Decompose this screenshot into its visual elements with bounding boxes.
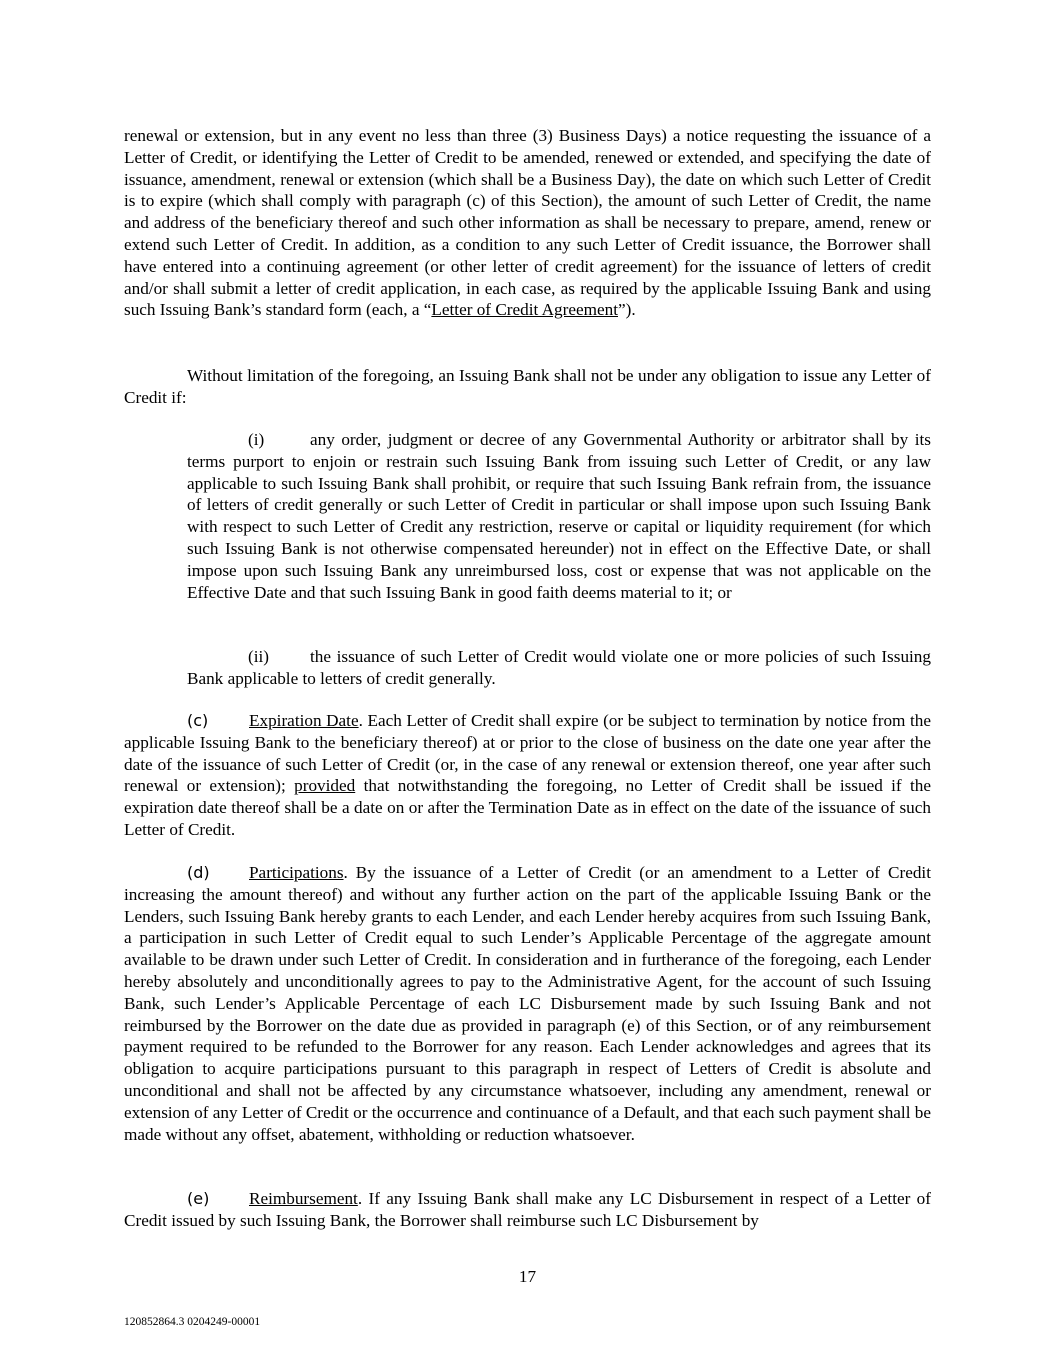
provided-term: provided bbox=[294, 776, 356, 796]
section-e-reimbursement: (e) Reimbursement. If any Issuing Bank shall make any LC Disbursement in respect of a Letter of Credit issued by such Issuing Bank, the Borrower shall reimburse such LC Disbursement by bbox=[124, 1189, 931, 1230]
document-id: 120852864.3 0204249-00001 bbox=[124, 1316, 261, 1328]
paragraph-no-obligation: Without limitation of the foregoing, an Issuing Bank shall not be under any obligation to issue any Letter of Credit if: bbox=[124, 366, 931, 407]
section-d-participations: (d) Participations. By the issuance of a Letter of Credit (or an amendment to a Letter of Credit increasing the amount thereof) and without any further action on the part of the applicable Issuing Bank or the Lenders, such Issuing Bank hereby grants to each Lender, and each Lender hereby acquires from such Issuing Bank, a participation in such Letter of Credit equal to such Lender’s Applicable Percentage of the aggregate amount available to be drawn under such Letter of Credit. In consideration and in furtherance of the foregoing, each Lender hereby absolutely and unconditionally agrees to pay to the Administrative Agent, for the account of such Issuing Bank, such Lender’s Applicable Percentage of each LC Disbursement made by such Issuing Bank and not reimbursed by the Borrower on the date due as provided in paragraph (e) of this Section, or of any reimbursement payment required to be refunded to the Borrower for any reason. Each Lender acknowledges and agrees that its obligation to acquire participations pursuant to this paragraph in respect of Letters of Credit is absolute and unconditional and shall not be affected by any circumstance whatsoever, including any amendment, renewal or extension of any Letter of Credit or the occurrence and continuance of a Default, and that each such payment shall be made without any offset, abatement, withholding or reduction whatsoever. bbox=[124, 863, 932, 1144]
defined-term-letter-of-credit-agreement: Letter of Credit Agreement bbox=[431, 300, 618, 320]
paragraph-notice-requirements: renewal or extension, but in any event no less than three (3) Business Days) a notice requesting the issuance of a Letter of Credit, or identifying the Letter of Credit to be amended, renewed or extended, and specifying the date of issuance, amendment, renewal or extension (which shall be a Business Day), the date on which such Letter of Credit is to expire (which shall comply with paragraph (c) of this Section), the amount of such Letter of Credit, the name and address of the beneficiary thereof and such other information as shall be necessary to prepare, amend, renew or extend such Letter of Credit. In addition, as a condition to any such Letter of Credit issuance, the Borrower shall have entered into a continuing agreement (or other letter of credit agreement) for the issuance of letters of credit and/or shall submit a letter of credit application, in each case, as required by the applicable Issuing Bank and using such Issuing Bank’s standard form (each, a “Letter of Credit Agreement”). bbox=[124, 126, 931, 320]
section-d-heading: Participations bbox=[249, 863, 344, 882]
section-e-heading: Reimbursement bbox=[249, 1189, 358, 1208]
clause-ii: (ii) the issuance of such Letter of Credit would violate one or more policies of such Issuing Bank applicable to letters of credit generally. bbox=[187, 647, 931, 688]
clause-i-label: (i) bbox=[248, 430, 265, 449]
page-number: 17 bbox=[518, 1267, 537, 1286]
section-e-label: (e) bbox=[187, 1189, 210, 1208]
section-c-heading: Expiration Date bbox=[249, 711, 359, 730]
section-c-expiration-date: (c) Expiration Date. Each Letter of Credit shall expire (or be subject to termination by notice from the applicable Issuing Bank to the beneficiary thereof) at or prior to the close of business on the date one year after the date of the issuance of such Letter of Credit (or, in the case of any renewal or extension thereof, one year after such renewal or extension); provided that notwithstanding the foregoing, no Letter of Credit shall be issued if the expiration date thereof shall be a date on or after the Termination Date as in effect on the date of the issuance of such Letter of Credit. bbox=[124, 711, 931, 839]
clause-ii-label: (ii) bbox=[248, 647, 269, 666]
section-c-label: (c) bbox=[187, 711, 209, 730]
section-d-label: (d) bbox=[187, 863, 210, 882]
clause-i: (i) any order, judgment or decree of any Governmental Authority or arbitrator shall by its terms purport to enjoin or restrain such Issuing Bank from issuing such Letter of Credit, or any law applicable to such Issuing Bank shall prohibit, or require that such Issuing Bank refrain from, the issuance of letters of credit generally or such Letter of Credit in particular or shall impose upon such Issuing Bank with respect to such Letter of Credit any restriction, reserve or capital or liquidity requirement (for which such Issuing Bank is not otherwise compensated hereunder) not in effect on the Effective Date, or shall impose upon such Issuing Bank any unreimbursed loss, cost or expense that was not applicable on the Effective Date and that such Issuing Bank in good faith deems material to it; or bbox=[187, 430, 931, 602]
